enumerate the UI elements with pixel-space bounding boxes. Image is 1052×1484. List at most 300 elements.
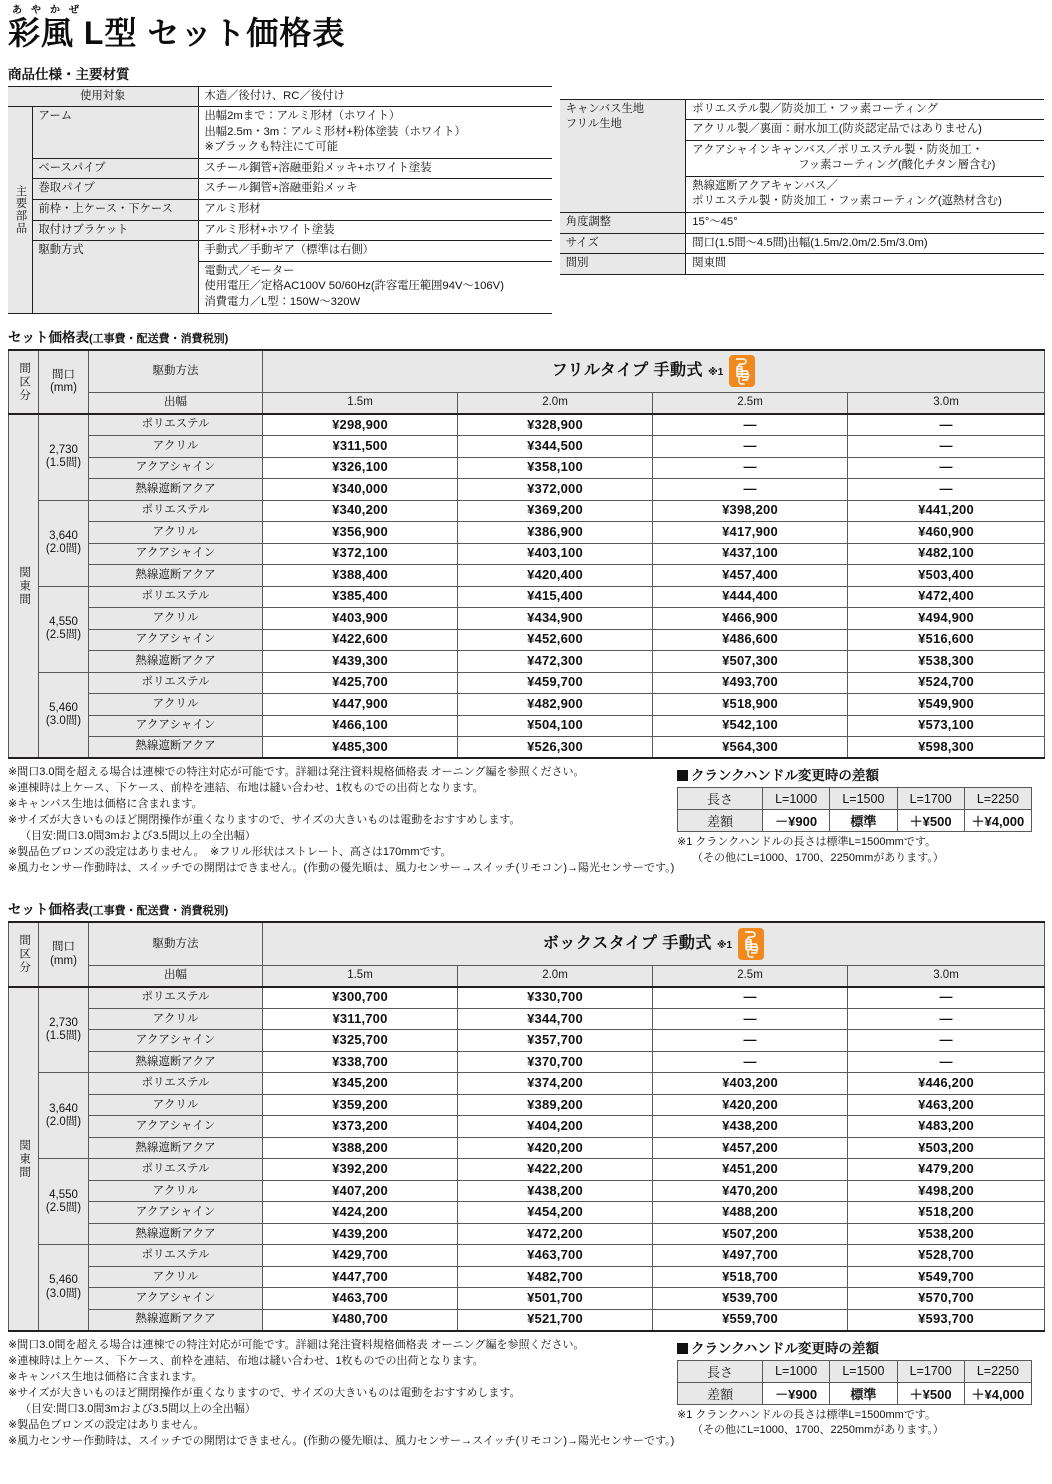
cell-diff: －¥900 bbox=[763, 810, 830, 832]
note-line: ※間口3.0間を超える場合は連棟での特注対応が可能です。詳細は発注資料規格価格表 オーニング編を参照ください。 bbox=[8, 1338, 585, 1351]
cell-maguchi: 2,730 (1.5間) bbox=[39, 414, 89, 500]
cell-price: ¥372,100 bbox=[263, 543, 458, 565]
crank-box-2 bbox=[677, 1337, 1044, 1449]
cell-length: L=1700 bbox=[897, 1360, 964, 1382]
spec-row bbox=[8, 220, 552, 241]
cell-price: ¥403,100 bbox=[458, 543, 653, 565]
spec-key: 前枠・上ケース・下ケース bbox=[32, 200, 198, 221]
cell-price: ¥482,900 bbox=[458, 694, 653, 716]
cell-price: ¥459,700 bbox=[458, 672, 653, 694]
cell-price: — bbox=[848, 457, 1045, 479]
cell-price: ¥358,100 bbox=[458, 457, 653, 479]
cell-price: — bbox=[848, 987, 1045, 1009]
spec-value-line: フッ素コーティング(酸化チタン層含む) bbox=[798, 159, 996, 172]
table-row bbox=[9, 1245, 1045, 1267]
crank-title-text: クランクハンドル変更時の差額 bbox=[691, 1340, 879, 1356]
spec-value-line: 熱線遮断アクアキャンバス／ bbox=[692, 179, 838, 192]
crank-box-1 bbox=[677, 764, 1044, 876]
table-row bbox=[9, 436, 1045, 458]
cell-length: L=1500 bbox=[830, 1360, 897, 1382]
header-width: 3.0m bbox=[848, 393, 1045, 415]
crank-title bbox=[677, 1337, 1044, 1357]
cell-fabric: アクリル bbox=[89, 436, 263, 458]
cell-price: ¥538,200 bbox=[848, 1223, 1045, 1245]
spec-key-line: キャンバス生地 bbox=[565, 102, 645, 115]
page-title-block bbox=[8, 0, 1044, 51]
crank-note bbox=[677, 1408, 1044, 1439]
spec-row bbox=[8, 86, 552, 107]
cell-price: ¥344,700 bbox=[458, 1008, 653, 1030]
spec-row bbox=[560, 254, 1044, 275]
cell-fabric: アクアシャイン bbox=[89, 1030, 263, 1052]
cell-length: L=1700 bbox=[897, 788, 964, 810]
table-row bbox=[9, 500, 1045, 522]
cell-price: ¥463,700 bbox=[263, 1288, 458, 1310]
spec-value bbox=[198, 107, 552, 159]
cell-price: ¥446,200 bbox=[848, 1073, 1045, 1095]
spec-value-line: 出幅2.5m・3m：アルミ形材+粉体塗装（ホワイト） bbox=[204, 125, 466, 138]
cell-price: ¥372,000 bbox=[458, 479, 653, 501]
cell-price: ¥444,400 bbox=[653, 586, 848, 608]
cell-maguchi: 2,730 (1.5間) bbox=[39, 987, 89, 1073]
type-title-text: フリルタイプ 手動式 bbox=[551, 362, 704, 380]
cell-price: — bbox=[653, 436, 848, 458]
cell-price: ¥398,200 bbox=[653, 500, 848, 522]
cell-price: — bbox=[653, 414, 848, 436]
square-bullet-icon bbox=[677, 770, 688, 781]
spec-value bbox=[198, 261, 552, 313]
cell-price: ¥388,200 bbox=[263, 1137, 458, 1159]
cell-fabric: 熱線遮断アクア bbox=[89, 651, 263, 673]
spec-row bbox=[8, 107, 552, 159]
cell-price: ¥439,300 bbox=[263, 651, 458, 673]
cell-price: ¥498,200 bbox=[848, 1180, 1045, 1202]
note-line: ※風力センサー作動時は、スイッチでの開閉はできません。(作動の優先順は、風力センサー→スイッチ(リモコン)→陽光センサーです。) bbox=[8, 862, 675, 875]
cell-price: — bbox=[653, 479, 848, 501]
price-table-frill bbox=[8, 349, 1045, 760]
cell-price: ¥507,300 bbox=[653, 651, 848, 673]
table-row bbox=[9, 1116, 1045, 1138]
cell-price: — bbox=[848, 1051, 1045, 1073]
cell-price: ¥480,700 bbox=[263, 1309, 458, 1331]
header-dehaba: 出幅 bbox=[89, 393, 263, 415]
note-line: （目安:間口3.0間3mおよび3.5間以上の全出幅） bbox=[20, 830, 256, 843]
crank-note-line: （その他にL=1000、1700、2250mmがあります。） bbox=[692, 1424, 944, 1437]
spec-value: 関東間 bbox=[686, 254, 1044, 275]
header-width: 2.0m bbox=[458, 393, 653, 415]
spec-value-line: 使用電圧／定格AC100V 50/60Hz(許容電圧範囲94V～106V) bbox=[204, 280, 504, 293]
cell-price: — bbox=[653, 457, 848, 479]
table-row bbox=[9, 672, 1045, 694]
table-row bbox=[9, 1159, 1045, 1181]
cell-row-label: 長さ bbox=[678, 788, 763, 810]
price-header-row-1 bbox=[9, 350, 1045, 393]
cell-fabric: アクリル bbox=[89, 1266, 263, 1288]
table-row bbox=[9, 715, 1045, 737]
spec-value-line: 出幅2mまで：アルミ形材（ホワイト） bbox=[204, 110, 401, 123]
cell-diff: ＋¥4,000 bbox=[964, 1382, 1031, 1404]
spec-value-line: ※ブラックも特注にて可能 bbox=[204, 141, 339, 154]
cell-price: ¥518,200 bbox=[848, 1202, 1045, 1224]
cell-fabric: ポリエステル bbox=[89, 1073, 263, 1095]
cell-price: ¥472,400 bbox=[848, 586, 1045, 608]
cell-price: — bbox=[848, 1008, 1045, 1030]
spec-value: 木造／後付け、RC／後付け bbox=[198, 86, 552, 107]
crank-handle-icon bbox=[738, 928, 764, 960]
spec-key: 取付けブラケット bbox=[32, 220, 198, 241]
note-line: ※キャンバス生地は価格に含まれます。 bbox=[8, 798, 203, 811]
type-note-marker: ※1 bbox=[708, 367, 724, 379]
header-maguchi: 間口 (mm) bbox=[39, 350, 89, 415]
cell-price: ¥593,700 bbox=[848, 1309, 1045, 1331]
cell-price: ¥521,700 bbox=[458, 1309, 653, 1331]
table-row bbox=[9, 694, 1045, 716]
cell-price: ¥356,900 bbox=[263, 522, 458, 544]
cell-price: ¥528,700 bbox=[848, 1245, 1045, 1267]
cell-price: — bbox=[848, 479, 1045, 501]
table-row bbox=[9, 1266, 1045, 1288]
cell-price: ¥385,400 bbox=[263, 586, 458, 608]
spec-key: 駆動方式 bbox=[32, 241, 198, 262]
header-width: 1.5m bbox=[263, 965, 458, 987]
crank-title bbox=[677, 764, 1044, 784]
cell-price: ¥420,200 bbox=[458, 1137, 653, 1159]
table-row bbox=[9, 1202, 1045, 1224]
cell-price: ¥330,700 bbox=[458, 987, 653, 1009]
cell-price: ¥570,700 bbox=[848, 1288, 1045, 1310]
spec-value: スチール鋼管+溶融亜鉛メッキ bbox=[198, 179, 552, 200]
cell-price: ¥338,700 bbox=[263, 1051, 458, 1073]
cell-maguchi: 4,550 (2.5間) bbox=[39, 1159, 89, 1245]
cell-length: L=1000 bbox=[763, 788, 830, 810]
cell-price: ¥485,300 bbox=[263, 737, 458, 759]
cell-price: ¥438,200 bbox=[458, 1180, 653, 1202]
cell-fabric: 熱線遮断アクア bbox=[89, 1051, 263, 1073]
cell-price: ¥470,200 bbox=[653, 1180, 848, 1202]
spec-table-right bbox=[560, 99, 1044, 275]
cell-price: ¥457,400 bbox=[653, 565, 848, 587]
price-heading-main: セット価格表 bbox=[8, 902, 89, 918]
crank-title-text: クランクハンドル変更時の差額 bbox=[691, 768, 879, 784]
cell-price: ¥564,300 bbox=[653, 737, 848, 759]
price-heading-sub: (工事費・配送費・消費税別) bbox=[89, 332, 229, 345]
spec-row bbox=[560, 233, 1044, 254]
cell-maguchi: 5,460 (3.0間) bbox=[39, 1245, 89, 1331]
spec-row bbox=[8, 241, 552, 262]
table-row bbox=[678, 1360, 1032, 1382]
crank-diff-table bbox=[677, 1360, 1032, 1405]
spec-value-line: 電動式／モーター bbox=[204, 264, 295, 277]
cell-price: ¥549,700 bbox=[848, 1266, 1045, 1288]
spec-value: 15°～45° bbox=[686, 213, 1044, 234]
cell-price: ¥388,400 bbox=[263, 565, 458, 587]
cell-fabric: アクアシャイン bbox=[89, 629, 263, 651]
cell-price: ¥460,900 bbox=[848, 522, 1045, 544]
cell-price: ¥369,200 bbox=[458, 500, 653, 522]
cell-price: ¥482,100 bbox=[848, 543, 1045, 565]
spec-table-right-wrap bbox=[560, 99, 1044, 275]
cell-diff: ＋¥500 bbox=[897, 810, 964, 832]
cell-row-label: 差額 bbox=[678, 810, 763, 832]
cell-fabric: アクリル bbox=[89, 1008, 263, 1030]
table-row bbox=[9, 1094, 1045, 1116]
note-line: （目安:間口3.0間3mおよび3.5間以上の全出幅） bbox=[20, 1403, 256, 1416]
cell-price: ¥374,200 bbox=[458, 1073, 653, 1095]
cell-price: ¥298,900 bbox=[263, 414, 458, 436]
cell-length: L=1500 bbox=[830, 788, 897, 810]
cell-diff: 標準 bbox=[830, 810, 897, 832]
note-line: ※製品色ブロンズの設定はありません。 ※フリル形状はストレート、高さは170mmです。 bbox=[8, 846, 452, 859]
cell-maguchi: 5,460 (3.0間) bbox=[39, 672, 89, 758]
crank-diff-table bbox=[677, 787, 1032, 832]
spec-key: 間別 bbox=[560, 254, 686, 275]
cell-region: 関東間 bbox=[9, 987, 39, 1331]
cell-fabric: ポリエステル bbox=[89, 1245, 263, 1267]
spec-value: アクリル製／裏面：耐水加工(防炎認定品ではありません) bbox=[686, 120, 1044, 141]
table-row bbox=[678, 810, 1032, 832]
cell-price: ¥482,700 bbox=[458, 1266, 653, 1288]
cell-price: ¥417,900 bbox=[653, 522, 848, 544]
note-line: ※連棟時は上ケース、下ケース、前枠を連結、布地は縫い合わせ、1枚ものでの出荷となります。 bbox=[8, 1354, 484, 1367]
cell-price: — bbox=[848, 1030, 1045, 1052]
type-title-text: ボックスタイプ 手動式 bbox=[542, 935, 712, 953]
cell-price: ¥326,100 bbox=[263, 457, 458, 479]
cell-price: ¥493,700 bbox=[653, 672, 848, 694]
cell-price: ¥497,700 bbox=[653, 1245, 848, 1267]
spec-value: 手動式／手動ギア（標準は右側） bbox=[198, 241, 552, 262]
cell-price: ¥389,200 bbox=[458, 1094, 653, 1116]
table-row bbox=[9, 1309, 1045, 1331]
cell-fabric: アクリル bbox=[89, 608, 263, 630]
header-kubun: 間区分 bbox=[9, 922, 39, 987]
cell-price: ¥373,200 bbox=[263, 1116, 458, 1138]
note-line: ※風力センサー作動時は、スイッチでの開閉はできません。(作動の優先順は、風力センサー→スイッチ(リモコン)→陽光センサーです。) bbox=[8, 1435, 675, 1448]
cell-price: ¥420,400 bbox=[458, 565, 653, 587]
table-row bbox=[9, 1008, 1045, 1030]
table-row bbox=[9, 1288, 1045, 1310]
type-note-marker: ※1 bbox=[716, 940, 733, 952]
cell-price: ¥422,200 bbox=[458, 1159, 653, 1181]
cell-price: ¥494,900 bbox=[848, 608, 1045, 630]
cell-price: ¥524,700 bbox=[848, 672, 1045, 694]
cell-price: — bbox=[653, 987, 848, 1009]
below-table-2 bbox=[8, 1337, 1044, 1449]
cell-fabric: アクリル bbox=[89, 1180, 263, 1202]
header-width: 2.5m bbox=[653, 965, 848, 987]
cell-price: ¥422,600 bbox=[263, 629, 458, 651]
cell-price: ¥501,700 bbox=[458, 1288, 653, 1310]
crank-note-line: （その他にL=1000、1700、2250mmがあります。） bbox=[692, 851, 944, 864]
cell-price: ¥359,200 bbox=[263, 1094, 458, 1116]
cell-price: ¥407,200 bbox=[263, 1180, 458, 1202]
cell-price: ¥466,100 bbox=[263, 715, 458, 737]
cell-fabric: ポリエステル bbox=[89, 987, 263, 1009]
table-row bbox=[9, 479, 1045, 501]
cell-price: — bbox=[653, 1008, 848, 1030]
cell-price: ¥479,200 bbox=[848, 1159, 1045, 1181]
cell-price: ¥403,900 bbox=[263, 608, 458, 630]
cell-price: ¥437,100 bbox=[653, 543, 848, 565]
cell-price: ¥451,200 bbox=[653, 1159, 848, 1181]
spec-value: 間口(1.5間～4.5間)出幅(1.5m/2.0m/2.5m/3.0m) bbox=[686, 233, 1044, 254]
cell-price: — bbox=[653, 1030, 848, 1052]
cell-fabric: 熱線遮断アクア bbox=[89, 737, 263, 759]
table-row bbox=[9, 565, 1045, 587]
spec-key: 角度調整 bbox=[560, 213, 686, 234]
cell-price: ¥542,100 bbox=[653, 715, 848, 737]
spec-section-heading: 商品仕様・主要材質 bbox=[8, 66, 130, 82]
header-kubun: 間区分 bbox=[9, 350, 39, 415]
note-line: ※キャンバス生地は価格に含まれます。 bbox=[8, 1370, 203, 1383]
cell-fabric: 熱線遮断アクア bbox=[89, 479, 263, 501]
table-row bbox=[9, 543, 1045, 565]
spec-table-left bbox=[8, 86, 552, 314]
cell-price: ¥370,700 bbox=[458, 1051, 653, 1073]
cell-fabric: アクアシャイン bbox=[89, 457, 263, 479]
spec-group-label: 主要部品 bbox=[8, 107, 32, 313]
spec-value-line: アクアシャインキャンバス／ポリエステル製・防炎加工・ bbox=[692, 143, 984, 156]
table-row bbox=[9, 1137, 1045, 1159]
cell-price: ¥328,900 bbox=[458, 414, 653, 436]
price-section-heading-1 bbox=[8, 326, 1044, 346]
table-row bbox=[9, 414, 1045, 436]
table-row bbox=[9, 586, 1045, 608]
table-row bbox=[9, 737, 1045, 759]
cell-price: ¥340,200 bbox=[263, 500, 458, 522]
cell-maguchi: 3,640 (2.0間) bbox=[39, 1073, 89, 1159]
note-line: ※サイズが大きいものほど開閉操作が重くなりますので、サイズの大きいものは電動をおすすめします。 bbox=[8, 1387, 521, 1399]
header-drive-method: 駆動方法 bbox=[89, 350, 263, 393]
price-table-box bbox=[8, 921, 1045, 1332]
cell-price: ¥452,600 bbox=[458, 629, 653, 651]
cell-price: ¥488,200 bbox=[653, 1202, 848, 1224]
spec-row bbox=[8, 261, 552, 313]
cell-price: ¥598,300 bbox=[848, 737, 1045, 759]
spec-key-line: フリル生地 bbox=[565, 118, 622, 131]
cell-price: ¥415,400 bbox=[458, 586, 653, 608]
table-row bbox=[9, 1051, 1045, 1073]
spec-value-line: 消費電力／L型：150W～320W bbox=[204, 295, 361, 308]
cell-price: ¥404,200 bbox=[458, 1116, 653, 1138]
table-row bbox=[9, 629, 1045, 651]
page-title: 彩風 L型 セット価格表 bbox=[8, 15, 346, 51]
spec-row bbox=[560, 213, 1044, 234]
cell-fabric: ポリエステル bbox=[89, 672, 263, 694]
notes-block-1 bbox=[8, 764, 673, 876]
cell-price: ¥472,200 bbox=[458, 1223, 653, 1245]
cell-price: ¥311,500 bbox=[263, 436, 458, 458]
cell-price: ¥504,100 bbox=[458, 715, 653, 737]
cell-price: ¥486,600 bbox=[653, 629, 848, 651]
crank-note bbox=[677, 835, 1044, 866]
cell-price: ¥518,700 bbox=[653, 1266, 848, 1288]
cell-price: ¥300,700 bbox=[263, 987, 458, 1009]
spec-key bbox=[32, 261, 198, 313]
table-row bbox=[9, 1223, 1045, 1245]
spec-row bbox=[8, 179, 552, 200]
cell-diff: ＋¥500 bbox=[897, 1382, 964, 1404]
header-width: 2.0m bbox=[458, 965, 653, 987]
cell-price: ¥392,200 bbox=[263, 1159, 458, 1181]
spec-row bbox=[560, 99, 1044, 120]
header-width: 3.0m bbox=[848, 965, 1045, 987]
table-row bbox=[678, 788, 1032, 810]
table-row bbox=[9, 1030, 1045, 1052]
spec-value-line: ポリエステル製・防炎加工・フッ素コーティング(遮熱材含む) bbox=[692, 195, 1002, 208]
spec-tables-wrap bbox=[8, 86, 1044, 314]
note-line: ※サイズが大きいものほど開閉操作が重くなりますので、サイズの大きいものは電動をおすすめします。 bbox=[8, 814, 521, 827]
spec-key: 使用対象 bbox=[8, 86, 198, 107]
crank-note-line: ※1 クランクハンドルの長さは標準L=1500mmです。 bbox=[677, 836, 936, 849]
cell-price: ¥441,200 bbox=[848, 500, 1045, 522]
cell-fabric: 熱線遮断アクア bbox=[89, 1309, 263, 1331]
cell-fabric: ポリエステル bbox=[89, 414, 263, 436]
spec-value: スチール鋼管+溶融亜鉛メッキ+ホワイト塗装 bbox=[198, 158, 552, 179]
table-row bbox=[9, 987, 1045, 1009]
cell-price: ¥538,300 bbox=[848, 651, 1045, 673]
cell-fabric: アクアシャイン bbox=[89, 1288, 263, 1310]
cell-price: ¥429,700 bbox=[263, 1245, 458, 1267]
table-row bbox=[9, 651, 1045, 673]
price-header-row-2 bbox=[9, 393, 1045, 415]
crank-handle-icon bbox=[729, 355, 755, 387]
cell-price: ¥454,200 bbox=[458, 1202, 653, 1224]
header-width: 2.5m bbox=[653, 393, 848, 415]
spec-key: ベースパイプ bbox=[32, 158, 198, 179]
spec-key-fabric bbox=[560, 99, 686, 212]
header-maguchi: 間口 (mm) bbox=[39, 922, 89, 987]
cell-price: ¥403,200 bbox=[653, 1073, 848, 1095]
cell-price: ¥518,900 bbox=[653, 694, 848, 716]
cell-fabric: アクアシャイン bbox=[89, 1116, 263, 1138]
title-furigana: あやかぜ bbox=[12, 5, 88, 16]
cell-price: ¥438,200 bbox=[653, 1116, 848, 1138]
cell-price: ¥457,200 bbox=[653, 1137, 848, 1159]
cell-row-label: 長さ bbox=[678, 1360, 763, 1382]
notes-block-2 bbox=[8, 1337, 673, 1449]
cell-price: ¥345,200 bbox=[263, 1073, 458, 1095]
spec-row bbox=[8, 158, 552, 179]
cell-price: ¥425,700 bbox=[263, 672, 458, 694]
header-drive-method: 駆動方法 bbox=[89, 922, 263, 965]
cell-diff: 標準 bbox=[830, 1382, 897, 1404]
price-header-row-1 bbox=[9, 922, 1045, 965]
header-width: 1.5m bbox=[263, 393, 458, 415]
cell-price: ¥483,200 bbox=[848, 1116, 1045, 1138]
price-section-heading-2 bbox=[8, 898, 1044, 918]
cell-price: ¥526,300 bbox=[458, 737, 653, 759]
header-type-title bbox=[263, 922, 1045, 965]
cell-fabric: アクリル bbox=[89, 522, 263, 544]
cell-price: ¥434,900 bbox=[458, 608, 653, 630]
table-row bbox=[9, 1073, 1045, 1095]
cell-price: — bbox=[848, 436, 1045, 458]
spec-value: アルミ形材 bbox=[198, 200, 552, 221]
cell-price: ¥311,700 bbox=[263, 1008, 458, 1030]
cell-fabric: 熱線遮断アクア bbox=[89, 565, 263, 587]
spec-value bbox=[686, 140, 1044, 176]
cell-fabric: アクリル bbox=[89, 694, 263, 716]
table-row bbox=[9, 1180, 1045, 1202]
cell-price: ¥559,700 bbox=[653, 1309, 848, 1331]
cell-price: ¥357,700 bbox=[458, 1030, 653, 1052]
cell-diff: ＋¥4,000 bbox=[964, 810, 1031, 832]
cell-fabric: ポリエステル bbox=[89, 586, 263, 608]
spec-value: ポリエステル製／防炎加工・フッ素コーティング bbox=[686, 99, 1044, 120]
cell-length: L=1000 bbox=[763, 1360, 830, 1382]
cell-length: L=2250 bbox=[964, 788, 1031, 810]
cell-price: ¥447,700 bbox=[263, 1266, 458, 1288]
